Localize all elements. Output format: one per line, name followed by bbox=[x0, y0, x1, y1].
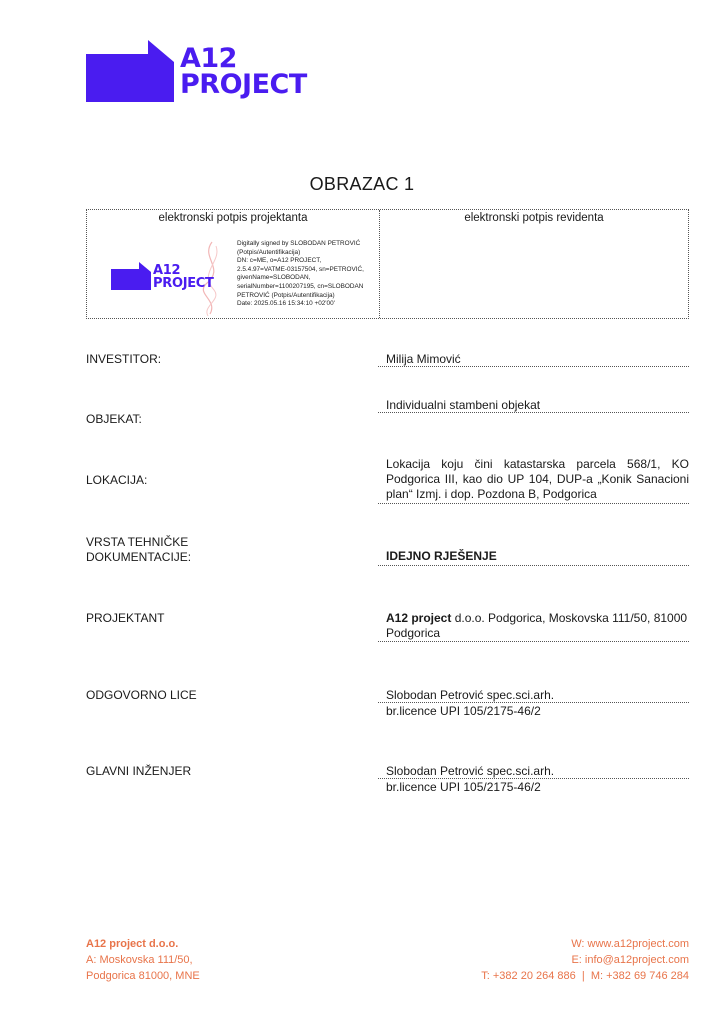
reviewer-signature-header: elektronski potpis revidenta bbox=[464, 212, 604, 224]
stamp-line: Date: 2025.05.16 15:34:10 +02'00' bbox=[237, 300, 335, 308]
stamp-line: DN: c=ME, o=A12 PROJECT, bbox=[237, 257, 322, 265]
stamp-line: Digitally signed by SLOBODAN PETROVIĆ bbox=[237, 240, 361, 247]
lokacija-value: Lokacija koju čini katastarska parcela 568/1, KO Podgorica III, kao dio UP 104, DUP-a „Konik Sanacioni plan“ Izmj. i dop. Pozdona B, Podgorica bbox=[386, 457, 689, 501]
glavni-underline bbox=[378, 778, 689, 779]
vrsta-label-line-1: VRSTA TEHNIČKE bbox=[86, 535, 189, 549]
company-logo-text bbox=[180, 43, 307, 100]
glavni-value-1: Slobodan Petrović spec.sci.arh. bbox=[386, 764, 555, 778]
projektant-label: PROJEKTANT bbox=[86, 611, 165, 625]
footer-website-link[interactable]: W: www.a12project.com bbox=[571, 938, 689, 950]
vrsta-label-line-2: DOKUMENTACIJE: bbox=[86, 550, 192, 564]
odgovorno-underline bbox=[378, 702, 689, 703]
digital-signature-details bbox=[237, 240, 364, 309]
objekat-underline bbox=[378, 412, 689, 413]
vrsta-value: IDEJNO RJEŠENJE bbox=[386, 549, 497, 563]
objekat-label: OBJEKAT: bbox=[86, 412, 142, 426]
projektant-company: A12 project bbox=[386, 611, 452, 625]
stamp-line: (Potpis/Autentifikacija) bbox=[237, 248, 301, 256]
odgovorno-value-1: Slobodan Petrović spec.sci.arh. bbox=[386, 688, 555, 702]
stamp-logo-line-2: PROJECT bbox=[153, 276, 214, 291]
stamp-line: serialNumber=1100207195, cn=SLOBODAN bbox=[237, 282, 364, 290]
glavni-label: GLAVNI INŽENJER bbox=[86, 764, 192, 778]
objekat-value: Individualni stambeni objekat bbox=[386, 398, 541, 412]
stamp-line: PETROVIĆ (Potpis/Autentifikacija) bbox=[237, 291, 335, 299]
stamp-logo-line-1: A12 bbox=[153, 263, 181, 278]
footer-address-line-1: A: Moskovska 111/50, bbox=[86, 954, 193, 966]
page-title: OBRAZAC 1 bbox=[309, 174, 415, 194]
investitor-label: INVESTITOR: bbox=[86, 352, 162, 366]
designer-signature-cell bbox=[87, 210, 380, 318]
designer-signature-header: elektronski potpis projektanta bbox=[158, 212, 308, 224]
footer-address-block bbox=[86, 936, 200, 984]
footer-company: A12 project d.o.o. bbox=[86, 938, 179, 950]
investitor-underline bbox=[378, 366, 689, 367]
footer-email-link[interactable]: E: info@a12project.com bbox=[571, 954, 689, 966]
logo-line-1: A12 bbox=[180, 43, 237, 74]
lokacija-label: LOKACIJA: bbox=[86, 473, 148, 487]
vrsta-label bbox=[86, 535, 191, 565]
footer-phones: T: +382 20 264 886 | M: +382 69 746 284 bbox=[481, 970, 689, 982]
reviewer-signature-cell bbox=[380, 210, 688, 318]
logo-line-2: PROJECT bbox=[180, 69, 307, 100]
stamp-logo-mark bbox=[111, 262, 151, 290]
projektant-underline bbox=[378, 641, 689, 642]
stamp-logo-text bbox=[153, 264, 214, 290]
signature-table bbox=[86, 209, 689, 319]
glavni-value-2: br.licence UPI 105/2175-46/2 bbox=[386, 780, 541, 794]
logo-mark bbox=[86, 40, 174, 102]
odgovorno-value-2: br.licence UPI 105/2175-46/2 bbox=[386, 704, 541, 718]
vrsta-underline bbox=[378, 565, 689, 566]
footer-address-line-2: Podgorica 81000, MNE bbox=[86, 970, 200, 982]
projektant-address: d.o.o. Podgorica, Moskovska 111/50, 81000 Podgorica bbox=[386, 611, 688, 640]
lokacija-underline bbox=[378, 503, 689, 504]
stamp-line: givenName=SLOBODAN, bbox=[237, 274, 311, 282]
odgovorno-label: ODGOVORNO LICE bbox=[86, 688, 197, 702]
projektant-value bbox=[386, 611, 689, 641]
stamp-line: 2.5.4.97=VATME-03157504, sn=PETROVIĆ, bbox=[237, 265, 364, 273]
footer-contact-block bbox=[481, 936, 689, 984]
investitor-value: Milija Mimović bbox=[386, 352, 461, 366]
